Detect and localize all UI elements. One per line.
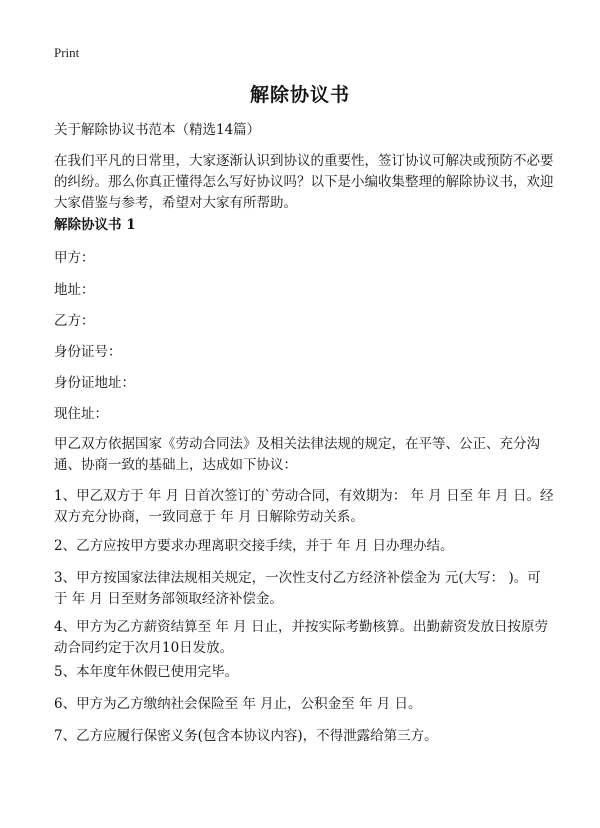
field-address: 地址： bbox=[54, 282, 95, 298]
field-id-number: 身份证号： bbox=[54, 344, 122, 360]
print-label[interactable]: Print bbox=[54, 45, 80, 60]
clause-7: 7、乙方应履行保密义务(包含本协议内容)，不得泄露给第三方。 bbox=[54, 728, 438, 744]
preamble-paragraph: 甲乙双方依据国家《劳动合同法》及相关法律法规的规定，在平等、公正、充分沟通、协商一致的基础上，达成如下协议： bbox=[54, 436, 540, 473]
clause-4: 4、甲方为乙方薪资结算至 年 月 日止，并按实际考勤核算。出勤薪资发放日按原劳动合同约定于次月10日发放。 bbox=[54, 619, 548, 656]
clause-1: 1、甲乙双方于 年 月 日首次签订的`劳动合同，有效期为： 年 月 日至 年 月 日。经双方充分协商，一致同意于 年 月 日解除劳动关系。 bbox=[54, 488, 554, 525]
clause-2: 2、乙方应按甲方要求办理离职交接手续，并于 年 月 日办理办结。 bbox=[54, 538, 454, 554]
intro-paragraph: 在我们平凡的日常里，大家逐渐认识到协议的重要性，签订协议可解决或预防不必要的纠纷。那么你真正懂得怎么写好协议吗？以下是小编收集整理的解除协议书，欢迎大家借鉴与参考，希望对大家有所帮助。 bbox=[54, 153, 554, 211]
field-id-address: 身份证地址： bbox=[54, 375, 135, 391]
document-subtitle: 关于解除协议书范本（精选14篇） bbox=[54, 122, 261, 138]
section-heading: 解除协议书 1 bbox=[54, 217, 136, 233]
field-party-b: 乙方： bbox=[54, 313, 95, 329]
clause-6: 6、甲方为乙方缴纳社会保险至 年 月止，公积金至 年 月 日。 bbox=[54, 696, 422, 712]
clause-3: 3、甲方按国家法律法规相关规定，一次性支付乙方经济补偿金为 元(大写： )。可于 年 月 日至财务部领取经济补偿金。 bbox=[54, 570, 541, 607]
document-title: 解除协议书 bbox=[249, 84, 350, 106]
clause-5: 5、本年度年休假已使用完毕。 bbox=[54, 664, 239, 680]
field-party-a: 甲方： bbox=[54, 250, 95, 266]
field-current-address: 现住址： bbox=[54, 406, 108, 422]
